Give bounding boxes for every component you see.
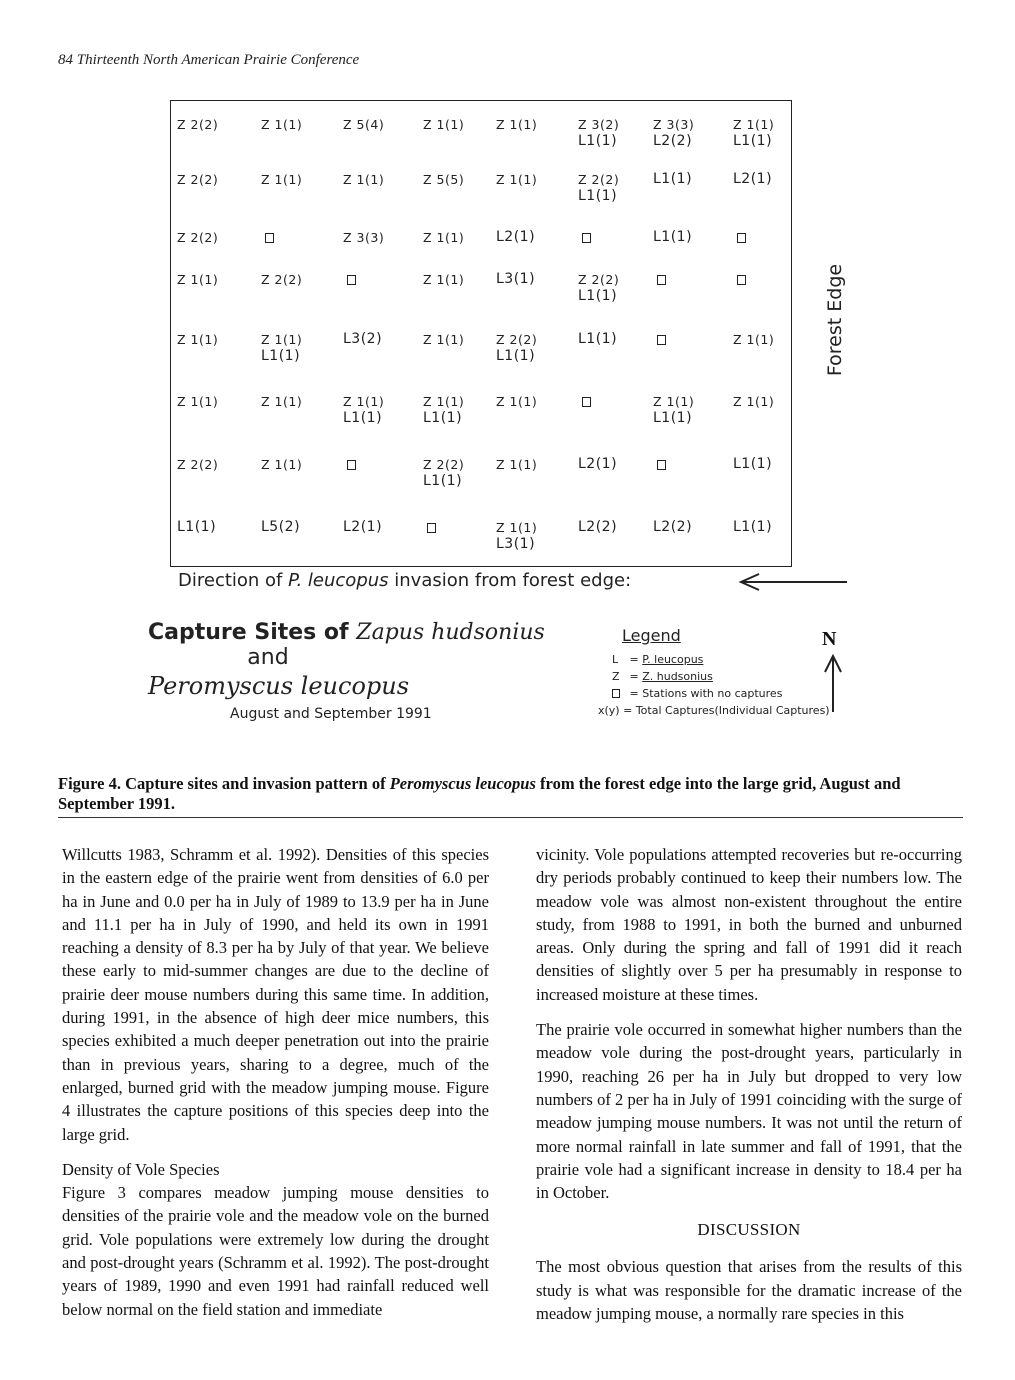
grid-station (578, 519, 617, 536)
left-paragraph-1: Willcutts 1983, Schramm et al. 1992). Densities of this species in the eastern edge of the prairie went from densities of 6.0 per ha in June and 0.0 per ha in July of 1989 to 13.9 per ha in June and 11.1 per ha in July of 1990, and held its own in 1991 reaching a density of 8.3 per ha by July of that year. We believe these early to mid-summer changes are due to the decline of prairie deer mouse numbers during this same time. In addition, during 1991, in the absence of high deer mice numbers, this species exhibited a much deeper penetration out into the prairie than in previous years, sharing to a degree, much of the enlarged, burned grid with the meadow jumping mouse. Figure 4 illustrates the capture positions of this species deep into the large grid. (62, 845, 489, 1144)
grid-station (496, 393, 537, 410)
station-capture-count: L1(1) (578, 288, 618, 304)
grid-station (177, 519, 216, 536)
right-column (536, 843, 962, 1325)
grid-station (496, 519, 537, 553)
empty-station-icon (657, 460, 666, 470)
grid-station (496, 456, 537, 473)
station-capture-count: L2(2) (653, 519, 693, 535)
caption-species: Peromyscus leucopus (389, 774, 536, 793)
station-capture-count: Z 2(2) (496, 332, 538, 347)
grid-station (261, 331, 302, 365)
empty-station-icon (265, 233, 274, 243)
grid-station (423, 229, 464, 246)
station-capture-count: Z 2(2) (177, 117, 219, 132)
capture-grid (170, 100, 792, 567)
legend-key: x(y) (598, 704, 620, 717)
grid-station (496, 229, 535, 246)
empty-station-icon (582, 233, 591, 243)
grid-station (177, 116, 218, 133)
station-capture-count: L2(1) (578, 456, 618, 472)
station-capture-count: L1(1) (733, 519, 773, 535)
left-paragraph-2: Figure 3 compares meadow jumping mouse densities to densities of the prairie vole and the meadow vole on the burned grid. Vole populations were extremely low during the drought and post-drought years (Schramm et al. 1992). The post-drought years of 1989, 1990 and even 1991 had rainfall reduced well below normal on the field station and immediate (62, 1183, 489, 1319)
legend-value: Stations with no captures (642, 687, 783, 700)
station-capture-count: L1(1) (733, 133, 773, 149)
grid-station (343, 456, 356, 474)
legend-value: P. leucopus (642, 653, 704, 666)
station-capture-count: L3(1) (496, 536, 536, 552)
empty-station-icon (427, 523, 436, 533)
station-capture-count: Z 1(1) (261, 332, 303, 347)
grid-station (261, 519, 300, 536)
station-capture-count: Z 3(3) (653, 117, 695, 132)
grid-station (423, 519, 436, 537)
title-line-1-text: Capture Sites of (148, 620, 357, 645)
caption-text-a: Figure 4. Capture sites and invasion pattern of (58, 774, 390, 793)
station-capture-count: Z 2(2) (177, 172, 219, 187)
station-capture-count: Z 1(1) (261, 394, 303, 409)
caption-text-c: from the forest edge into the large grid, August and September 1991. (58, 774, 901, 813)
title-line-1 (148, 620, 588, 645)
title-date: August and September 1991 (230, 706, 432, 722)
station-capture-count: L3(2) (343, 331, 383, 347)
station-capture-count: L1(1) (578, 331, 618, 347)
empty-station-icon (347, 460, 356, 470)
grid-station (578, 271, 619, 305)
grid-station (733, 393, 774, 410)
station-capture-count: Z 1(1) (261, 172, 303, 187)
station-capture-count: L1(1) (653, 410, 693, 426)
station-capture-count: L2(2) (653, 133, 693, 149)
grid-station (578, 456, 617, 473)
grid-station (733, 331, 774, 348)
direction-suffix: invasion from forest edge: (388, 570, 632, 591)
grid-station (423, 271, 464, 288)
grid-station (653, 393, 694, 427)
title-species-zapus: Zapus hudsonius (356, 620, 545, 645)
station-capture-count: Z 1(1) (496, 394, 538, 409)
station-capture-count: Z 1(1) (177, 272, 219, 287)
legend-value: Total Captures(Individual Captures) (635, 704, 830, 717)
grid-station (653, 456, 666, 474)
section-heading-discussion: DISCUSSION (697, 1220, 801, 1240)
grid-station (261, 456, 302, 473)
grid-station (578, 229, 591, 247)
station-capture-count: Z 2(2) (261, 272, 303, 287)
station-capture-count: Z 1(1) (423, 272, 465, 287)
grid-station (496, 171, 537, 188)
grid-station (733, 519, 772, 536)
right-paragraph-1: vicinity. Vole populations attempted recoveries but re-occurring dry periods probably continued to keep their numbers low. The meadow vole was almost non-existent throughout the entire study, from 1988 to 1991, in both the burned and unburned areas. Only during the spring and fall of 1991 did it reach densities of slightly over 5 per ha presumably in response to increased moisture at these times. (536, 845, 962, 1004)
grid-station (578, 116, 619, 150)
station-capture-count: L1(1) (343, 410, 383, 426)
running-head: 84 Thirteenth North American Prairie Conference (58, 52, 360, 68)
station-capture-count: Z 1(1) (496, 457, 538, 472)
legend-row-xy (598, 702, 830, 719)
station-capture-count: L2(1) (343, 519, 383, 535)
station-capture-count: L5(2) (261, 519, 301, 535)
grid-station (343, 271, 356, 289)
station-capture-count: Z 1(1) (653, 394, 695, 409)
station-capture-count: Z 1(1) (261, 457, 303, 472)
station-capture-count: Z 1(1) (261, 117, 303, 132)
left-column (62, 843, 489, 1321)
grid-station (578, 171, 619, 205)
station-capture-count: L1(1) (261, 348, 301, 364)
legend-value: Z. hudsonius (642, 670, 713, 683)
grid-station (423, 331, 464, 348)
grid-station (261, 171, 302, 188)
grid-station (733, 456, 772, 473)
station-capture-count: Z 1(1) (496, 520, 538, 535)
station-capture-count: L1(1) (578, 188, 618, 204)
grid-station (343, 229, 384, 246)
grid-station (733, 171, 772, 188)
legend-row-empty (612, 685, 830, 702)
grid-station (653, 116, 694, 150)
empty-station-icon (582, 397, 591, 407)
grid-station (343, 519, 382, 536)
station-capture-count: L1(1) (733, 456, 773, 472)
station-capture-count: Z 2(2) (177, 457, 219, 472)
grid-station (423, 456, 464, 490)
station-capture-count: L1(1) (177, 519, 217, 535)
grid-station (496, 331, 537, 365)
station-capture-count: Z 1(1) (423, 230, 465, 245)
grid-station (653, 171, 692, 188)
legend (598, 626, 830, 719)
north-arrow-icon (822, 652, 844, 714)
direction-species: P. leucopus (288, 570, 389, 591)
figure-caption (58, 774, 963, 814)
grid-station (261, 116, 302, 133)
grid-station (733, 271, 746, 289)
legend-row-z (612, 668, 830, 685)
grid-station (423, 393, 464, 427)
grid-station (733, 116, 774, 150)
legend-key (612, 685, 626, 702)
station-capture-count: Z 1(1) (496, 117, 538, 132)
legend-title: Legend (622, 626, 681, 645)
station-capture-count: Z 3(2) (578, 117, 620, 132)
legend-key: L (612, 653, 619, 666)
right-paragraph-3: The most obvious question that arises from the results of this study is what was responsible for the dramatic increase of the meadow jumping mouse, a normally rare species in this (536, 1257, 962, 1324)
grid-station (653, 229, 692, 246)
grid-station (423, 116, 464, 133)
empty-station-icon (737, 275, 746, 285)
grid-station (177, 171, 218, 188)
legend-eq: = (626, 653, 643, 666)
direction-caption (178, 570, 631, 591)
empty-station-icon (657, 275, 666, 285)
grid-station (343, 331, 382, 348)
grid-station (343, 171, 384, 188)
title-species-peromyscus: Peromyscus leucopus (148, 672, 410, 700)
station-capture-count: Z 2(2) (578, 172, 620, 187)
station-capture-count: Z 1(1) (177, 394, 219, 409)
grid-station (177, 456, 218, 473)
grid-station (733, 229, 746, 247)
station-capture-count: Z 2(2) (177, 230, 219, 245)
station-capture-count: L1(1) (496, 348, 536, 364)
station-capture-count: L1(1) (653, 171, 693, 187)
station-capture-count: Z 1(1) (423, 117, 465, 132)
title-line-2: and (247, 645, 289, 670)
station-capture-count: L2(1) (733, 171, 773, 187)
legend-row-l (612, 651, 830, 668)
grid-station (653, 271, 666, 289)
grid-station (261, 393, 302, 410)
grid-station (261, 229, 274, 247)
grid-station (496, 271, 535, 288)
right-paragraph-2: The prairie vole occurred in somewhat higher numbers than the meadow vole during the post-drought years, particularly in 1990, reaching 26 per ha in July but dropped to very low numbers of 2 per ha in July of 1991 coinciding with the surge of meadow jumping mouse numbers. It was not until the return of more normal rainfall in late summer and fall of 1991, that the prairie vole had a significant increase in density to 18.4 per ha in October. (536, 1020, 962, 1203)
caption-divider (58, 817, 963, 818)
station-capture-count: Z 2(2) (423, 457, 465, 472)
station-capture-count: Z 3(3) (343, 230, 385, 245)
section-heading-voles: Density of Vole Species (62, 1159, 220, 1179)
grid-station (578, 331, 617, 348)
station-capture-count: Z 1(1) (177, 332, 219, 347)
empty-station-icon (347, 275, 356, 285)
station-capture-count: L1(1) (578, 133, 618, 149)
grid-station (177, 393, 218, 410)
grid-station (177, 229, 218, 246)
grid-station (261, 271, 302, 288)
station-capture-count: Z 5(5) (423, 172, 465, 187)
station-capture-count: Z 1(1) (733, 332, 775, 347)
station-capture-count: Z 1(1) (733, 117, 775, 132)
legend-eq: = (619, 704, 636, 717)
station-capture-count: L3(1) (496, 271, 536, 287)
station-capture-count: Z 1(1) (423, 394, 465, 409)
empty-station-icon (657, 335, 666, 345)
grid-station (343, 116, 384, 133)
grid-station (177, 271, 218, 288)
grid-station (423, 171, 464, 188)
station-capture-count: L1(1) (423, 473, 463, 489)
station-capture-count: Z 5(4) (343, 117, 385, 132)
grid-station (578, 393, 591, 411)
forest-edge-text: Forest Edge (824, 263, 846, 377)
station-capture-count: L1(1) (423, 410, 463, 426)
station-capture-count: Z 1(1) (343, 172, 385, 187)
station-capture-count: L1(1) (653, 229, 693, 245)
station-capture-count: Z 2(2) (578, 272, 620, 287)
station-capture-count: Z 1(1) (733, 394, 775, 409)
empty-station-icon (612, 689, 620, 698)
grid-station (653, 331, 666, 349)
station-capture-count: Z 1(1) (496, 172, 538, 187)
station-capture-count: Z 1(1) (423, 332, 465, 347)
grid-station (496, 116, 537, 133)
grid-station (177, 331, 218, 348)
grid-station (653, 519, 692, 536)
station-capture-count: Z 1(1) (343, 394, 385, 409)
legend-key: Z (612, 670, 620, 683)
direction-prefix: Direction of (178, 570, 289, 591)
left-arrow-icon (735, 572, 850, 592)
figure-title (148, 620, 588, 722)
empty-station-icon (737, 233, 746, 243)
grid-station (343, 393, 384, 427)
legend-eq: = (626, 670, 643, 683)
station-capture-count: L2(1) (496, 229, 536, 245)
legend-eq: = (626, 687, 643, 700)
station-capture-count: L2(2) (578, 519, 618, 535)
north-label: N (822, 628, 837, 650)
forest-edge-label (822, 250, 848, 390)
